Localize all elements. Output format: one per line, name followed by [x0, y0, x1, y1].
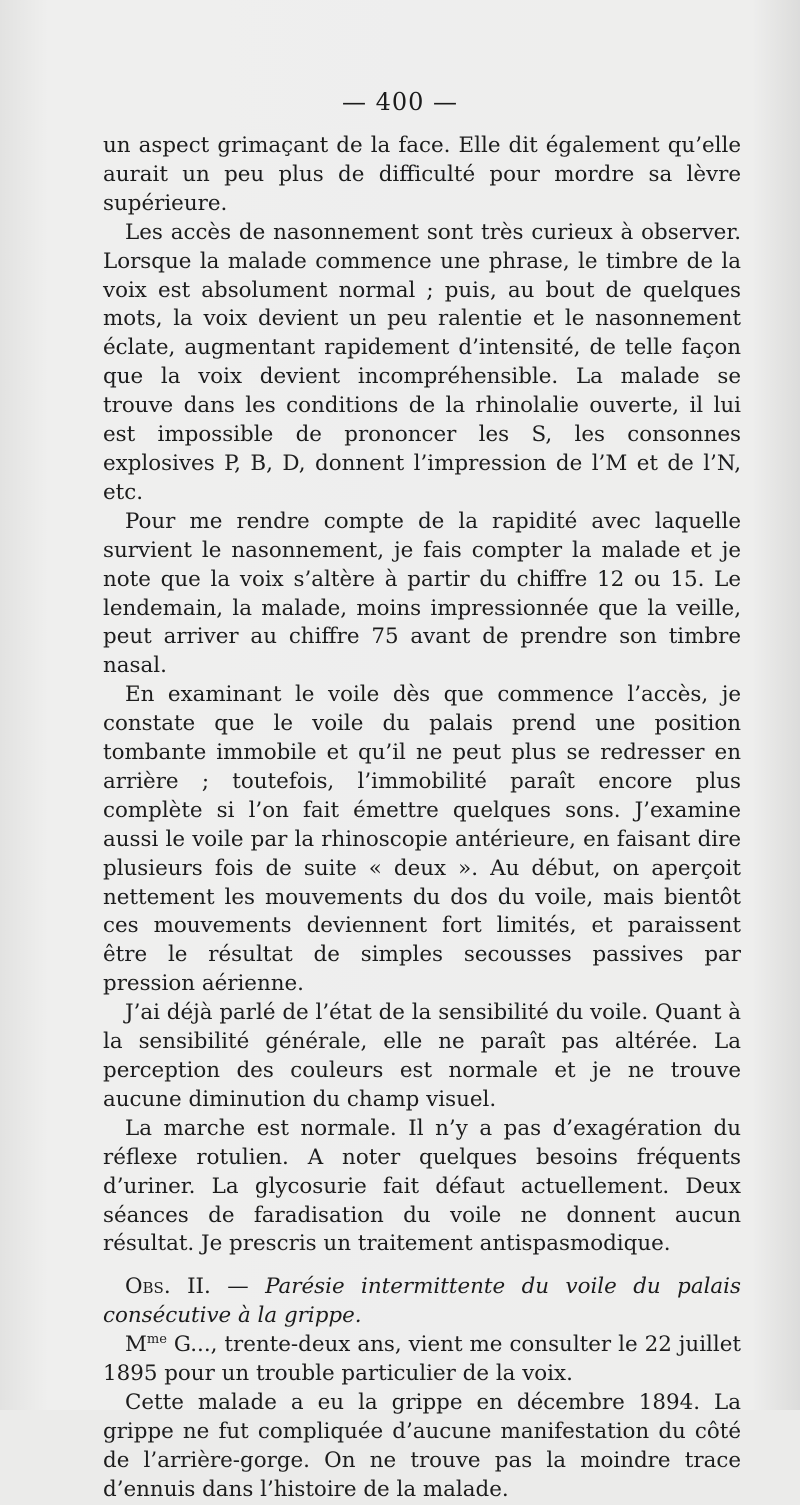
paragraph-case-intro: [103, 1331, 741, 1389]
honorific-superscript: me: [146, 1332, 167, 1348]
paragraph-examen-voile: En examinant le voile dès que commence l’accès, je constate que le voile du palais prend une position tombante immobile et qu’il ne peut plus se redresser en arrière ; toutefois, l’immobilité paraît encore plus complète si l’on fait émettre quelques sons. J’examine aussi le voile par la rhinoscopie antérieure, en faisant dire plusieurs fois de suite « deux ». Au début, on aperçoit nettement les mouvements du dos du voile, mais bientôt ces mouvements deviennent fort limités, et paraissent être le résultat de simples secousses passives par pression aérienne.: [103, 682, 741, 997]
observation-heading: [103, 1273, 741, 1331]
paragraph-grippe-history: Cette malade a eu la grippe en décembre 1894. La grippe ne fut compliquée d’aucune manifestation du côté de l’arrière-gorge. On ne trouve pas la moindre trace d’ennuis dans l’histoire de la malade.: [103, 1389, 741, 1502]
case-text: G..., trente-deux ans, vient me consulter le 22 juillet 1895 pour un trouble particulier de la voix.: [103, 1332, 741, 1387]
observation-title: Parésie intermittente du voile du palais consécutive à la grippe.: [103, 1274, 742, 1329]
paragraph-nasonnement-acces: Les accès de nasonnement sont très curieux à observer. Lorsque la malade commence une phrase, le timbre de la voix est absolument normal ; puis, au bout de quelques mots, la voix devient un peu ralentie et le nasonnement éclate, augmentant rapidement d’intensité, de telle façon que la voix devient incompréhensible. La malade se trouve dans les conditions de la rhinolalie ouverte, il lui est impossible de prononcer les S, les consonnes explosives P, B, D, donnent l’impression de l’M et de l’N, etc.: [103, 219, 741, 505]
page-number: — 400 —: [341, 88, 459, 116]
honorific: M: [125, 1332, 147, 1358]
paragraph-continuation: un aspect grimaçant de la face. Elle dit également qu’elle aurait un peu plus de difficulté pour mordre sa lèvre supérieure.: [103, 133, 741, 216]
body-text: [103, 132, 741, 1505]
paragraph-marche: La marche est normale. Il n’y a pas d’exagération du réflexe rotulien. A noter quelques besoins fréquents d’uriner. La glycosurie fait défaut actuellement. Deux séances de faradisation du voile ne donnent aucun résultat. Je prescris un traitement antispasmodique.: [103, 1115, 741, 1257]
paragraph-rapidite: Pour me rendre compte de la rapidité avec laquelle survient le nasonnement, je fais compter la malade et je note que la voix s’altère à partir du chiffre 12 ou 15. Le lendemain, la malade, moins impressionnée que la veille, peut arriver au chiffre 75 avant de prendre son timbre nasal.: [103, 508, 741, 679]
observation-label: Obs. II. —: [125, 1274, 249, 1300]
paragraph-sensibilite: J’ai déjà parlé de l’état de la sensibilité du voile. Quant à la sensibilité générale, elle ne paraît pas altérée. La perception des couleurs est normale et je ne trouve aucune diminution du champ visuel.: [103, 1000, 741, 1112]
